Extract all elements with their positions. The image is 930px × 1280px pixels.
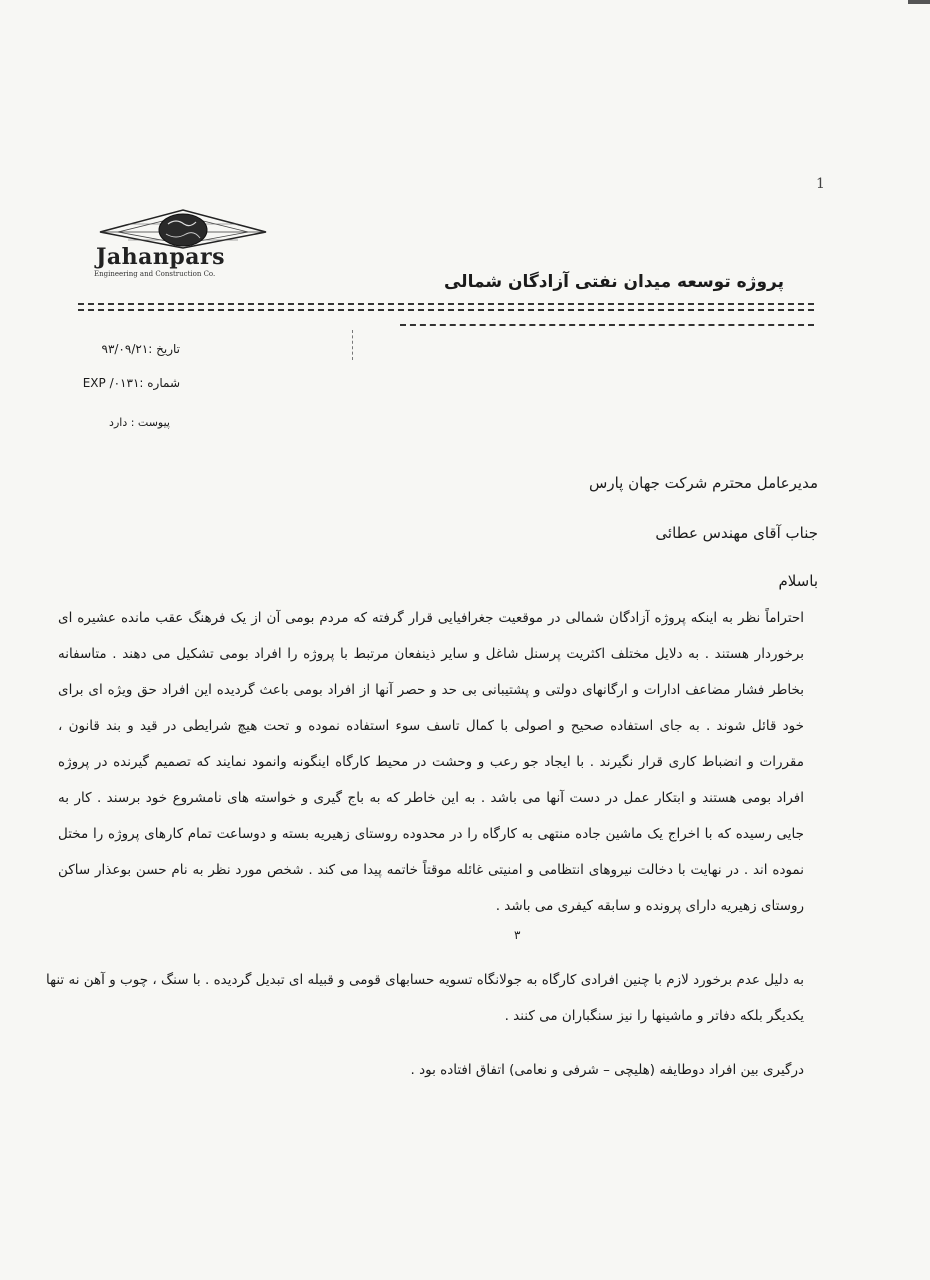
project-title: پروژه توسعه میدان نفتی آزادگان شمالی — [443, 272, 784, 292]
company-logo — [88, 208, 278, 284]
header-divider — [400, 324, 814, 326]
header-divider — [78, 309, 814, 311]
body-paragraph: احتراماً نظر به اینکه پروژه آزادگان شمالی در موقعیت جغرافیایی قرار گرفته که مردم بومی آن از یک فرهنگ عقب مانده عشیره ای برخوردار هستند . به دلایل مختلف اکثریت پرسنل شاغل و سایر ذینفعان مرتبط با پروژه را افراد بومی تشکیل می دهند . متاسفانه بخاطر فشار مضاعف ادارات و ارگانهای دولتی و پشتیبانی بی حد و حصر آنها از افراد بومی باعث گردیده این افراد حق ویژه ای برای خود قائل شوند . به جای استفاده صحیح و اصولی با کمال تاسف سوء استفاده نموده و تحت هیچ شرایطی در قید و بند قانون ، مقررات و انضباط کاری قرار نگیرند . با ایجاد جو رعب و وحشت در محیط کارگاه اینگونه وانمود نمایند که تصمیم گیرنده در پروژه افراد بومی هستند و ابتکار عمل در دست آنها می باشد . به این خاطر که به باج گیری و خواسته های نامشروع خود برسند . کار به جایی رسیده که با اخراج یک ماشین جاده منتهی به کارگاه را در محدوده روستای زهیریه بسته و دوساعت تمام کارهای پروژه را مختل نموده اند . در نهایت با دخالت نیروهای انتظامی و امنیتی غائله موقتاً خاتمه پیدا می کند . شخص مورد نظر به نام حسن بوعذار ساکن روستای زهیریه دارای پرونده و سابقه کیفری می باشد . — [58, 610, 804, 914]
page-number: 1 — [816, 176, 825, 192]
fold-line — [352, 330, 353, 360]
recipient-title: مدیرعامل محترم شرکت جهان پارس — [589, 474, 818, 492]
recipient-name: جناب آقای مهندس عطائی — [655, 524, 818, 542]
body-paragraph: درگیری بین افراد دوطایفه (هلیچی – شرفی و نعامی) اتفاق افتاده بود . — [410, 1062, 804, 1078]
stray-mark: ۳ — [514, 928, 521, 942]
letter-number: شماره :EXP /۰۱۳۱ — [82, 376, 180, 390]
logo-subtitle: Engineering and Construction Co. — [94, 270, 216, 278]
letter-attachment: پیوست : دارد — [109, 416, 170, 429]
body-paragraph: به دلیل عدم برخورد لازم با چنین افرادی کارگاه به جولانگاه تسویه حسابهای قومی و قبیله ای تبدیل گردیده . با سنگ ، چوب و آهن نه تنها یکدیگر بلکه دفاتر و ماشینها را نیز سنگباران می کنند . — [46, 972, 804, 1024]
letter-date: تاریخ :۹۳/۰۹/۲۱ — [101, 342, 180, 356]
scan-edge-mark — [908, 0, 930, 4]
header-divider — [78, 303, 814, 305]
greeting: باسلام — [778, 572, 818, 590]
logo-name: Jahanpars — [96, 244, 226, 270]
